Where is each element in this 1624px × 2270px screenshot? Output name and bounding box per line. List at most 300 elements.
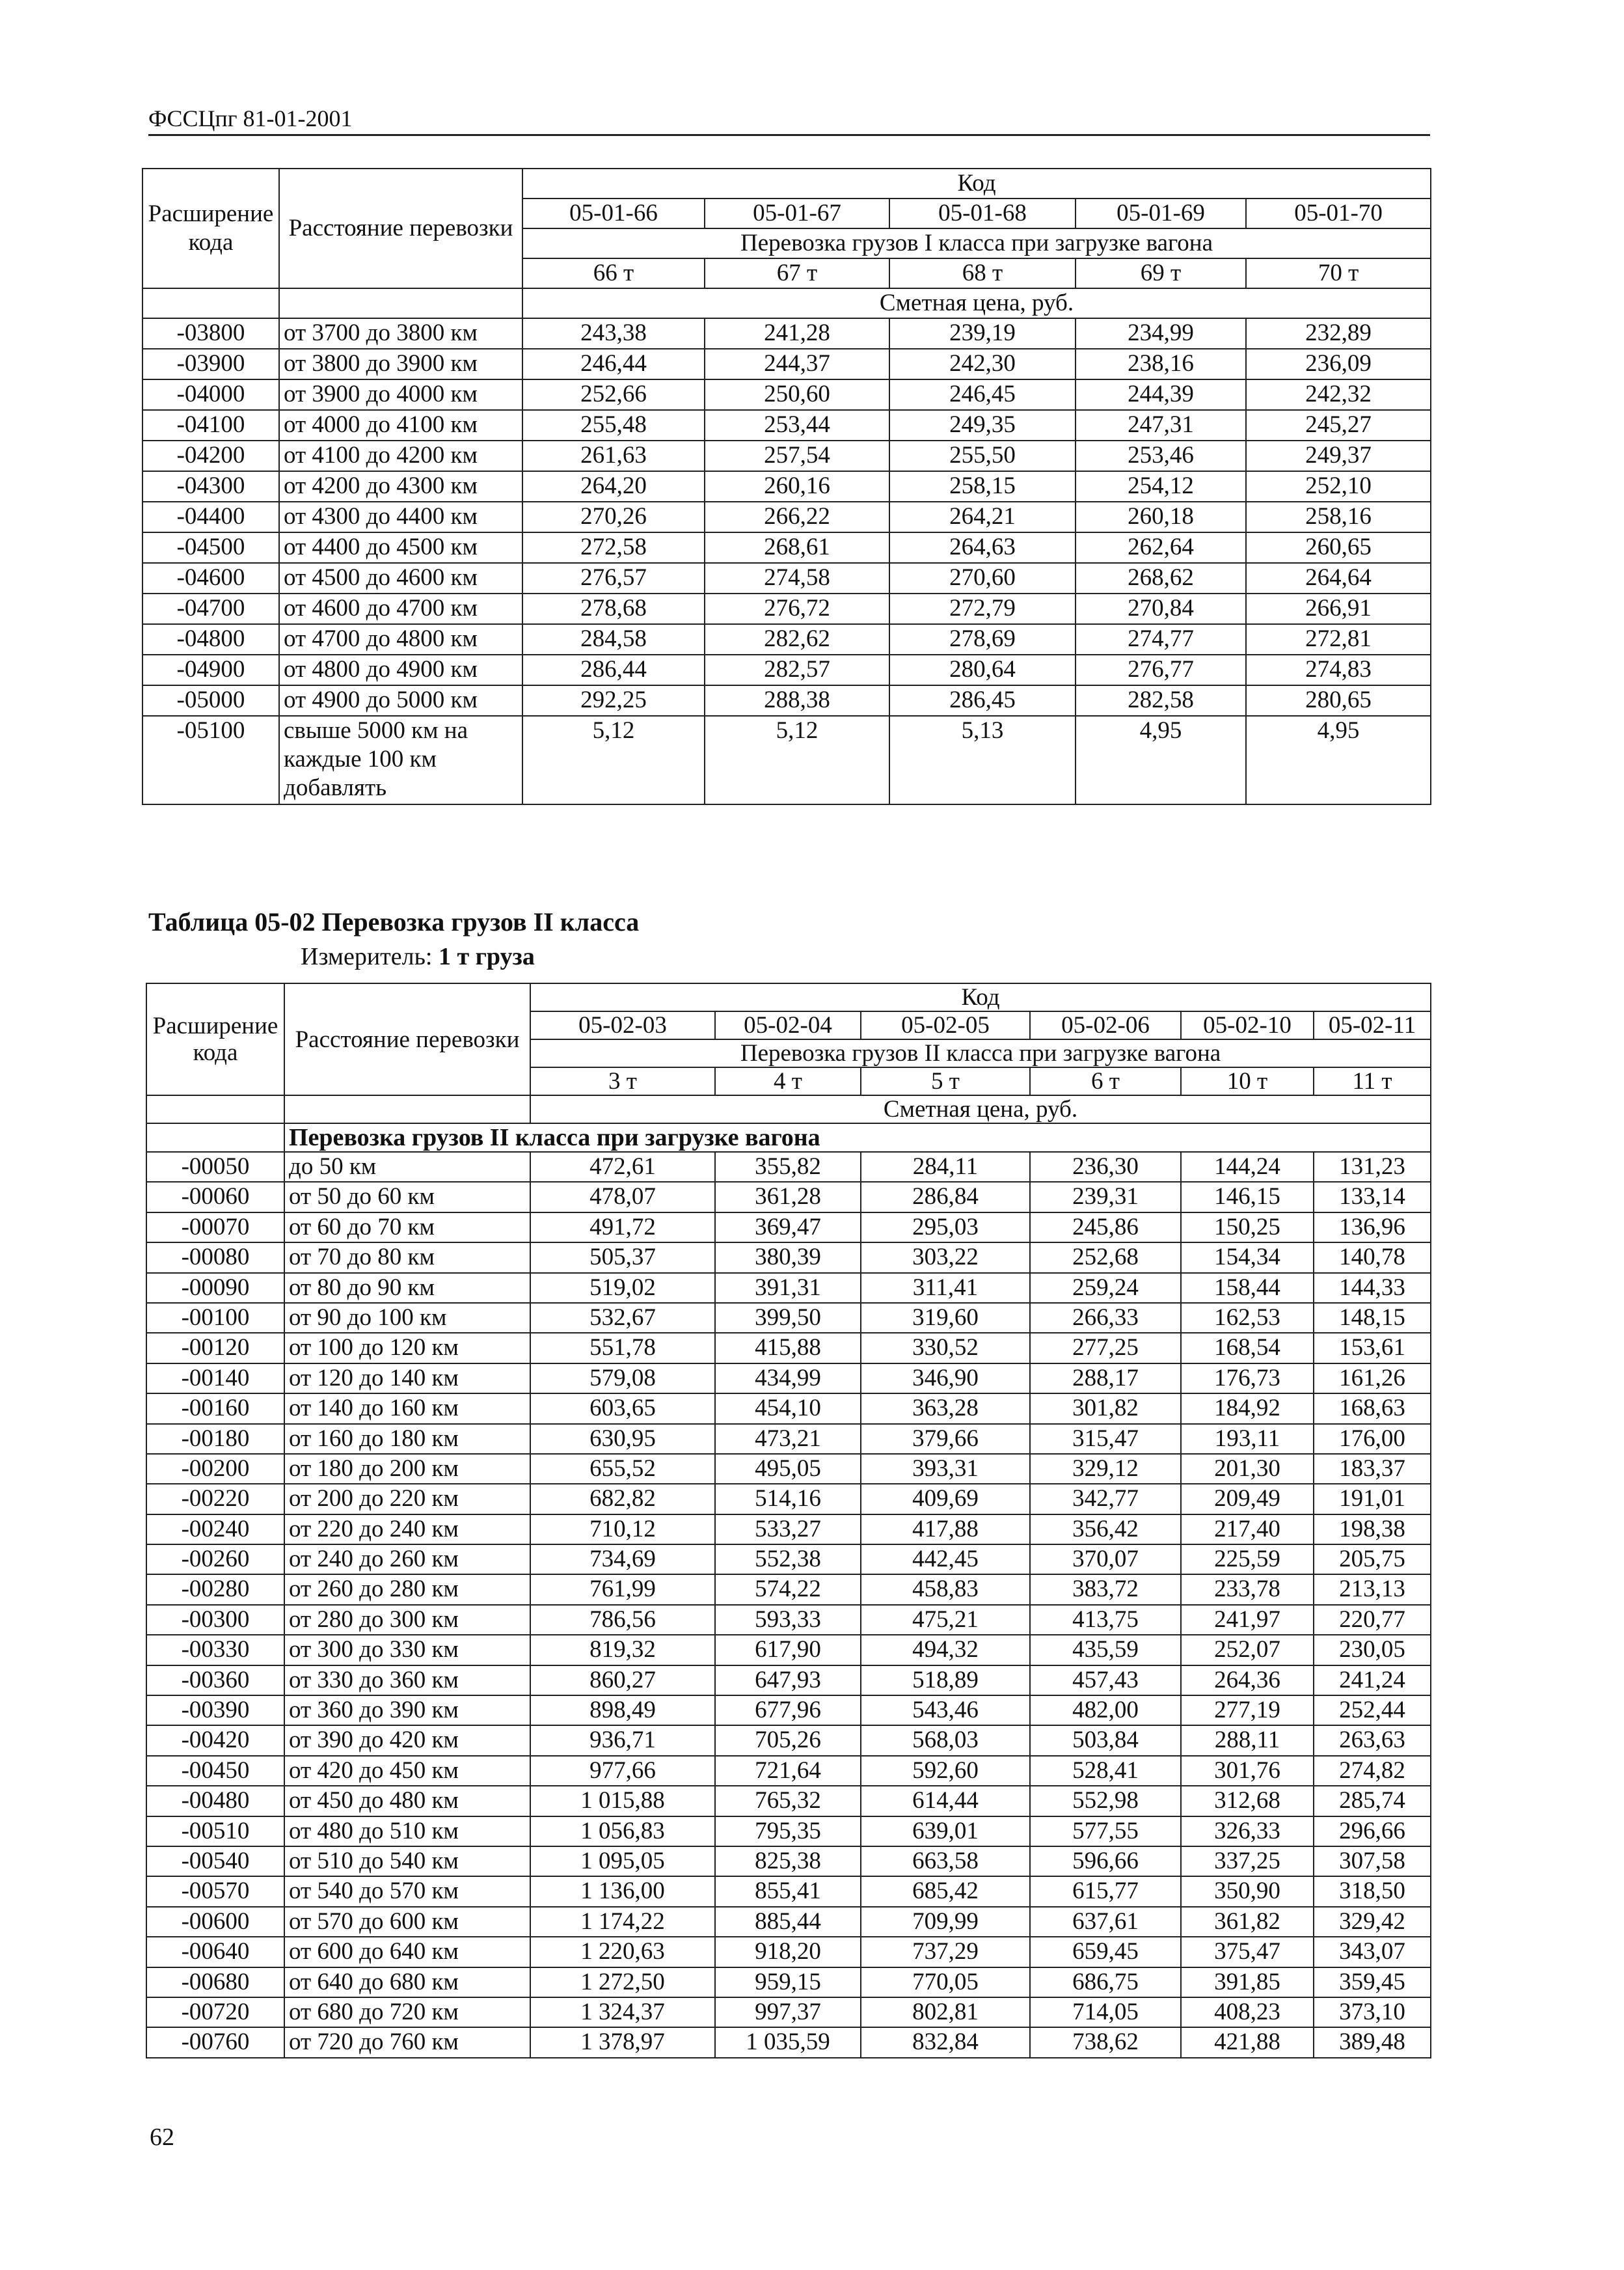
price-cell: 245,86 [1030,1212,1181,1242]
price-cell: 475,21 [861,1605,1030,1635]
table-row [142,349,1431,379]
price-cell: 721,64 [715,1756,861,1786]
price-cell: 552,38 [715,1544,861,1574]
price-cell: 253,46 [1076,441,1246,471]
header-weight: 69 т [1076,258,1246,288]
table-row [146,1544,1431,1574]
price-cell: 435,59 [1030,1635,1181,1665]
distance-cell: от 240 до 260 км [284,1544,530,1574]
header-kod: Код [530,983,1431,1011]
price-cell: 959,15 [715,1967,861,1997]
code-extension-cell: -04300 [142,471,279,502]
table-row [142,410,1431,441]
table-row [142,624,1431,655]
code-extension-cell: -00480 [146,1786,284,1816]
price-cell: 363,28 [861,1393,1030,1423]
header-code-05-01-66: 05-01-66 [522,198,705,228]
table-row [142,655,1431,685]
code-extension-cell: -04700 [142,594,279,624]
table-row [142,532,1431,563]
code-extension-cell: -00640 [146,1937,284,1967]
price-cell: 276,77 [1076,655,1246,685]
price-cell: 301,82 [1030,1393,1181,1423]
price-cell: 408,23 [1181,1997,1314,2027]
price-cell: 1 324,37 [530,1997,715,2027]
price-cell: 154,34 [1181,1242,1314,1272]
price-cell: 239,19 [889,318,1076,349]
header-blank-dist [284,1095,530,1123]
code-extension-cell: -00050 [146,1152,284,1182]
price-cell: 686,75 [1030,1967,1181,1997]
price-cell: 270,84 [1076,594,1246,624]
distance-cell: от 160 до 180 км [284,1424,530,1454]
distance-cell: от 120 до 140 км [284,1363,530,1393]
price-cell: 278,68 [522,594,705,624]
distance-cell: от 4100 до 4200 км [279,441,522,471]
header-weight: 10 т [1181,1067,1314,1095]
price-cell: 637,61 [1030,1907,1181,1937]
price-cell: 552,98 [1030,1786,1181,1816]
price-cell: 663,58 [861,1846,1030,1876]
price-cell: 505,37 [530,1242,715,1272]
table-row [142,318,1431,349]
price-cell: 246,44 [522,349,705,379]
price-cell: 373,10 [1314,1997,1431,2027]
code-extension-cell: -00570 [146,1876,284,1906]
table-row [146,1454,1431,1484]
table-row [146,1424,1431,1454]
price-cell: 277,19 [1181,1695,1314,1725]
price-cell: 454,10 [715,1393,861,1423]
distance-cell: от 90 до 100 км [284,1303,530,1333]
price-cell: 482,00 [1030,1695,1181,1725]
price-cell: 292,25 [522,685,705,716]
price-cell: 786,56 [530,1605,715,1635]
price-cell: 518,89 [861,1665,1030,1695]
price-cell: 225,59 [1181,1544,1314,1574]
price-cell: 737,29 [861,1937,1030,1967]
distance-cell: от 640 до 680 км [284,1967,530,1997]
price-cell: 282,62 [705,624,889,655]
price-cell: 230,05 [1314,1635,1431,1665]
price-cell: 242,32 [1246,379,1431,410]
price-cell: 1 056,83 [530,1816,715,1846]
price-cell: 266,22 [705,502,889,532]
price-cell: 264,20 [522,471,705,502]
code-extension-cell: -04100 [142,410,279,441]
code-extension-cell: -00100 [146,1303,284,1333]
price-cell: 284,58 [522,624,705,655]
code-extension-cell: -05000 [142,685,279,716]
price-cell: 375,47 [1181,1937,1314,1967]
price-cell: 276,57 [522,563,705,594]
price-cell: 603,65 [530,1393,715,1423]
price-cell: 832,84 [861,2027,1030,2057]
price-cell: 326,33 [1181,1816,1314,1846]
distance-cell: от 420 до 450 км [284,1756,530,1786]
price-cell: 682,82 [530,1484,715,1514]
price-cell: 761,99 [530,1574,715,1604]
price-cell: 1 035,59 [715,2027,861,2057]
price-cell: 1 272,50 [530,1967,715,1997]
price-cell: 285,74 [1314,1786,1431,1816]
price-cell: 176,73 [1181,1363,1314,1393]
price-cell: 252,66 [522,379,705,410]
price-cell: 356,42 [1030,1514,1181,1544]
code-extension-cell: -05100 [142,716,279,804]
table-row [146,1182,1431,1212]
price-cell: 150,25 [1181,1212,1314,1242]
section-blank [146,1123,284,1152]
price-cell: 319,60 [861,1303,1030,1333]
table-row [142,379,1431,410]
table-row [146,1212,1431,1242]
header-code-05-02-03: 05-02-03 [530,1011,715,1039]
price-cell: 213,13 [1314,1574,1431,1604]
price-cell: 568,03 [861,1725,1030,1755]
price-cell: 257,54 [705,441,889,471]
price-cell: 329,12 [1030,1454,1181,1484]
price-cell: 220,77 [1314,1605,1431,1635]
code-extension-cell: -00720 [146,1997,284,2027]
header-code-05-01-67: 05-01-67 [705,198,889,228]
price-cell: 209,49 [1181,1484,1314,1514]
distance-cell: от 4400 до 4500 км [279,532,522,563]
distance-cell: от 200 до 220 км [284,1484,530,1514]
price-cell: 144,24 [1181,1152,1314,1182]
price-cell: 685,42 [861,1876,1030,1906]
header-weight: 11 т [1314,1067,1431,1095]
price-cell: 579,08 [530,1363,715,1393]
price-cell: 238,16 [1076,349,1246,379]
header-price: Сметная цена, руб. [522,288,1431,318]
price-cell: 795,35 [715,1816,861,1846]
code-extension-cell: -04200 [142,441,279,471]
table-row [146,1725,1431,1755]
price-cell: 241,28 [705,318,889,349]
price-cell: 191,01 [1314,1484,1431,1514]
price-cell: 201,30 [1181,1454,1314,1484]
price-cell: 260,16 [705,471,889,502]
price-cell: 714,05 [1030,1997,1181,2027]
code-extension-cell: -00420 [146,1725,284,1755]
price-cell: 389,48 [1314,2027,1431,2057]
price-cell: 370,07 [1030,1544,1181,1574]
header-code-05-01-69: 05-01-69 [1076,198,1246,228]
table-row [146,2027,1431,2057]
price-cell: 473,21 [715,1424,861,1454]
price-cell: 236,09 [1246,349,1431,379]
header-cargo-class: Перевозка грузов I класса при загрузке вагона [522,228,1431,258]
table-row [146,1303,1431,1333]
price-cell: 417,88 [861,1514,1030,1544]
price-cell: 239,31 [1030,1182,1181,1212]
code-extension-cell: -04800 [142,624,279,655]
price-cell: 379,66 [861,1424,1030,1454]
code-extension-cell: -00390 [146,1695,284,1725]
price-cell: 770,05 [861,1967,1030,1997]
header-weight: 5 т [861,1067,1030,1095]
header-kod: Код [522,169,1431,198]
code-extension-cell: -00260 [146,1544,284,1574]
price-cell: 233,78 [1181,1574,1314,1604]
table-row [146,1333,1431,1363]
price-cell: 295,03 [861,1212,1030,1242]
header-code-05-02-10: 05-02-10 [1181,1011,1314,1039]
price-cell: 278,69 [889,624,1076,655]
header-code-05-01-68: 05-01-68 [889,198,1076,228]
price-cell: 478,07 [530,1182,715,1212]
code-extension-cell: -00450 [146,1756,284,1786]
distance-cell: от 540 до 570 км [284,1876,530,1906]
price-cell: 918,20 [715,1937,861,1967]
header-weight: 68 т [889,258,1076,288]
price-cell: 413,75 [1030,1605,1181,1635]
distance-cell: от 720 до 760 км [284,2027,530,2057]
code-extension-cell: -00330 [146,1635,284,1665]
price-cell: 259,24 [1030,1273,1181,1303]
price-cell: 898,49 [530,1695,715,1725]
price-cell: 409,69 [861,1484,1030,1514]
header-blank-dist [279,288,522,318]
distance-cell: от 260 до 280 км [284,1574,530,1604]
price-cell: 249,37 [1246,441,1431,471]
price-cell: 161,26 [1314,1363,1431,1393]
price-cell: 315,47 [1030,1424,1181,1454]
table-05-02-title: Таблица 05-02 Перевозка грузов II класса [148,907,640,937]
page-header [148,104,1430,136]
price-cell: 288,17 [1030,1363,1181,1393]
code-extension-cell: -00240 [146,1514,284,1544]
price-cell: 286,45 [889,685,1076,716]
header-code-05-02-04: 05-02-04 [715,1011,861,1039]
price-cell: 244,39 [1076,379,1246,410]
distance-cell: от 450 до 480 км [284,1786,530,1816]
price-cell: 855,41 [715,1876,861,1906]
measure-label: Измеритель: [301,943,433,970]
price-cell: 255,48 [522,410,705,441]
distance-cell: от 330 до 360 км [284,1665,530,1695]
price-cell: 264,64 [1246,563,1431,594]
price-cell: 1 220,63 [530,1937,715,1967]
price-cell: 249,35 [889,410,1076,441]
price-cell: 162,53 [1181,1303,1314,1333]
price-cell: 260,18 [1076,502,1246,532]
price-cell: 133,14 [1314,1182,1431,1212]
code-extension-cell: -03800 [142,318,279,349]
price-cell: 262,64 [1076,532,1246,563]
price-cell: 234,99 [1076,318,1246,349]
distance-cell: от 4000 до 4100 км [279,410,522,441]
price-cell: 236,30 [1030,1152,1181,1182]
price-cell: 458,83 [861,1574,1030,1604]
table-row [146,1484,1431,1514]
table-row [146,1242,1431,1272]
distance-cell: свыше 5000 км на каждые 100 км добавлять [279,716,522,804]
price-cell: 997,37 [715,1997,861,2027]
price-cell: 307,58 [1314,1846,1431,1876]
header-weight: 70 т [1246,258,1431,288]
price-cell: 765,32 [715,1786,861,1816]
price-cell: 245,27 [1246,410,1431,441]
code-extension-cell: -00070 [146,1212,284,1242]
price-cell: 647,93 [715,1665,861,1695]
price-cell: 247,31 [1076,410,1246,441]
header-blank-ext [142,288,279,318]
price-cell: 232,89 [1246,318,1431,349]
price-cell: 243,38 [522,318,705,349]
price-cell: 825,38 [715,1846,861,1876]
distance-cell: от 4500 до 4600 км [279,563,522,594]
price-cell: 176,00 [1314,1424,1431,1454]
price-cell: 393,31 [861,1454,1030,1484]
code-extension-cell: -00360 [146,1665,284,1695]
price-cell: 614,44 [861,1786,1030,1816]
price-cell: 337,25 [1181,1846,1314,1876]
code-extension-cell: -00600 [146,1907,284,1937]
price-cell: 217,40 [1181,1514,1314,1544]
table-row [146,1756,1431,1786]
table-row [146,1695,1431,1725]
table-row [146,1273,1431,1303]
price-cell: 254,12 [1076,471,1246,502]
distance-cell: от 4600 до 4700 км [279,594,522,624]
price-cell: 592,60 [861,1756,1030,1786]
code-extension-cell: -04000 [142,379,279,410]
price-cell: 255,50 [889,441,1076,471]
price-cell: 264,63 [889,532,1076,563]
price-cell: 434,99 [715,1363,861,1393]
distance-cell: от 220 до 240 км [284,1514,530,1544]
price-cell: 284,11 [861,1152,1030,1182]
distance-cell: от 60 до 70 км [284,1212,530,1242]
price-cell: 495,05 [715,1454,861,1484]
distance-cell: от 390 до 420 км [284,1725,530,1755]
price-cell: 528,41 [1030,1756,1181,1786]
price-cell: 615,77 [1030,1876,1181,1906]
price-cell: 421,88 [1181,2027,1314,2057]
price-cell: 519,02 [530,1273,715,1303]
price-cell: 361,82 [1181,1907,1314,1937]
price-cell: 274,77 [1076,624,1246,655]
table-row [146,1997,1431,2027]
price-cell: 153,61 [1314,1333,1431,1363]
price-cell: 359,45 [1314,1967,1431,1997]
price-cell: 532,67 [530,1303,715,1333]
distance-cell: от 180 до 200 км [284,1454,530,1484]
price-cell: 399,50 [715,1303,861,1333]
table-row [146,1665,1431,1695]
price-cell: 261,63 [522,441,705,471]
price-cell: 311,41 [861,1273,1030,1303]
price-cell: 253,44 [705,410,889,441]
price-cell: 282,58 [1076,685,1246,716]
distance-cell: от 510 до 540 км [284,1846,530,1876]
price-cell: 274,83 [1246,655,1431,685]
price-cell: 146,15 [1181,1182,1314,1212]
price-cell: 659,45 [1030,1937,1181,1967]
price-cell: 1 174,22 [530,1907,715,1937]
price-cell: 819,32 [530,1635,715,1665]
distance-cell: от 3900 до 4000 км [279,379,522,410]
price-cell: 241,24 [1314,1665,1431,1695]
price-cell: 630,95 [530,1424,715,1454]
code-extension-cell: -04600 [142,563,279,594]
distance-cell: от 4700 до 4800 км [279,624,522,655]
price-cell: 383,72 [1030,1574,1181,1604]
header-blank-ext [146,1095,284,1123]
price-cell: 4,95 [1246,716,1431,804]
price-cell: 5,12 [705,716,889,804]
price-cell: 415,88 [715,1333,861,1363]
table-row [146,1786,1431,1816]
distance-cell: от 4200 до 4300 км [279,471,522,502]
price-cell: 205,75 [1314,1544,1431,1574]
section-heading: Перевозка грузов II класса при загрузке вагона [284,1123,1431,1152]
price-cell: 276,72 [705,594,889,624]
price-cell: 274,82 [1314,1756,1431,1786]
code-extension-cell: -00180 [146,1424,284,1454]
code-extension-cell: -00540 [146,1846,284,1876]
price-cell: 264,21 [889,502,1076,532]
price-cell: 193,11 [1181,1424,1314,1454]
price-cell: 183,37 [1314,1454,1431,1484]
header-weight: 67 т [705,258,889,288]
price-cell: 148,15 [1314,1303,1431,1333]
distance-cell: от 4900 до 5000 км [279,685,522,716]
distance-cell: от 3700 до 3800 км [279,318,522,349]
price-cell: 596,66 [1030,1846,1181,1876]
code-extension-cell: -00080 [146,1242,284,1272]
table-row [146,1846,1431,1876]
price-cell: 168,54 [1181,1333,1314,1363]
price-cell: 860,27 [530,1665,715,1695]
price-cell: 655,52 [530,1454,715,1484]
price-cell: 738,62 [1030,2027,1181,2057]
table-row [146,1816,1431,1846]
price-cell: 543,46 [861,1695,1030,1725]
price-cell: 246,45 [889,379,1076,410]
header-weight: 66 т [522,258,705,288]
document-code: ФССЦпг 81-01-2001 [148,105,353,131]
price-cell: 503,84 [1030,1725,1181,1755]
price-cell: 329,42 [1314,1907,1431,1937]
table-row [142,594,1431,624]
price-cell: 494,32 [861,1635,1030,1665]
table-row [146,1967,1431,1997]
table-05-02-measure [301,941,535,972]
code-extension-cell: -03900 [142,349,279,379]
price-cell: 709,99 [861,1907,1030,1937]
table-row [146,1152,1431,1182]
price-cell: 1 095,05 [530,1846,715,1876]
table-row [146,1363,1431,1393]
price-cell: 514,16 [715,1484,861,1514]
distance-cell: от 280 до 300 км [284,1605,530,1635]
price-cell: 491,72 [530,1212,715,1242]
price-cell: 296,66 [1314,1816,1431,1846]
price-cell: 270,60 [889,563,1076,594]
price-cell: 533,27 [715,1514,861,1544]
table-row [146,1907,1431,1937]
price-cell: 574,22 [715,1574,861,1604]
code-extension-cell: -00120 [146,1333,284,1363]
price-cell: 442,45 [861,1544,1030,1574]
code-extension-cell: -00060 [146,1182,284,1212]
table-row [142,716,1431,804]
price-cell: 252,44 [1314,1695,1431,1725]
page-number: 62 [150,2124,174,2151]
